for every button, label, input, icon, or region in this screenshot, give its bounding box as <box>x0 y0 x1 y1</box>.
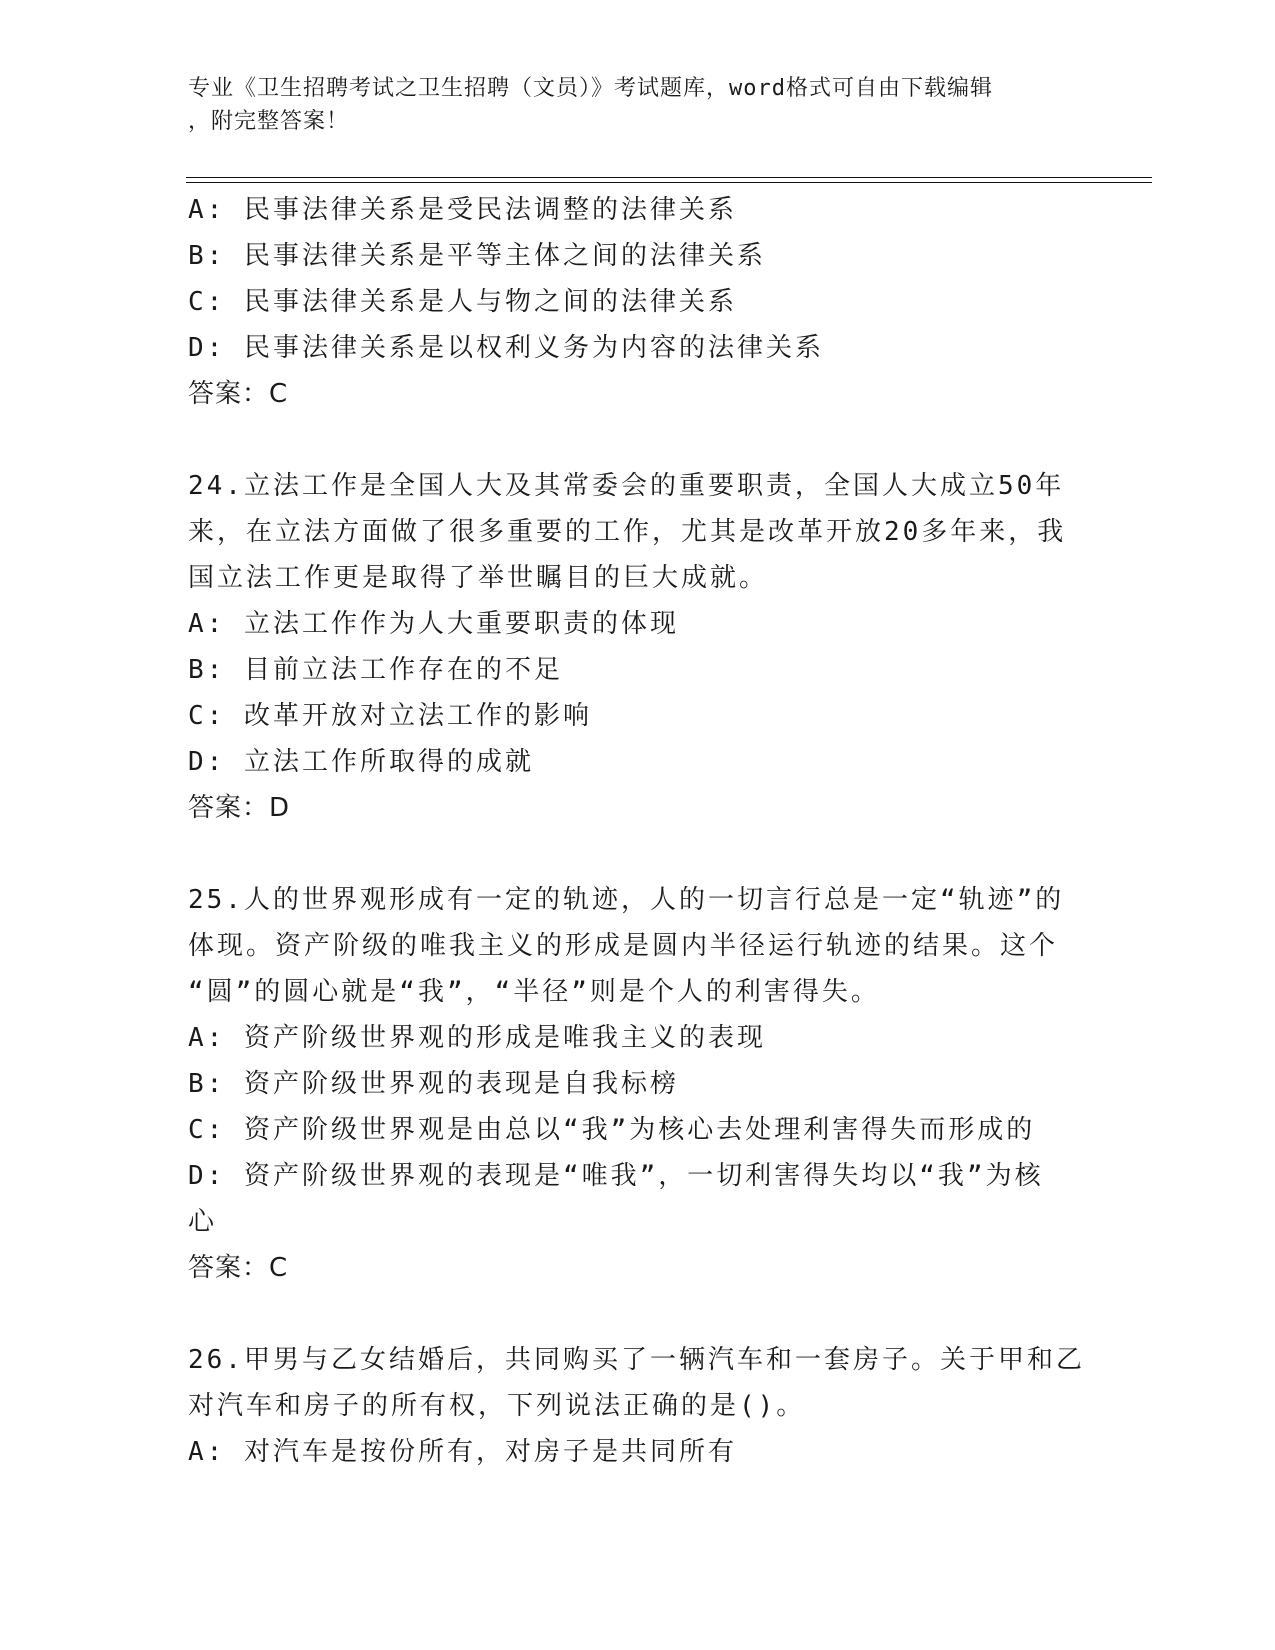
spacer <box>188 831 1088 877</box>
option-a: A: 立法工作作为人大重要职责的体现 <box>188 609 679 639</box>
option-c: C: 改革开放对立法工作的影响 <box>188 701 592 731</box>
question-stem-line: 国立法工作更是取得了举世瞩目的巨大成就。 <box>188 563 769 593</box>
option-d-continued: 心 <box>188 1207 218 1237</box>
question-stem-line: 24.立法工作是全国人大及其常委会的重要职责，全国人大成立50年 <box>188 471 1065 501</box>
question-stem-line: 来，在立法方面做了很多重要的工作，尤其是改革开放20多年来，我 <box>188 517 1067 547</box>
option-b: B: 资产阶级世界观的表现是自我标榜 <box>188 1069 679 1099</box>
question-25 <box>188 877 1088 1291</box>
option-a: A: 对汽车是按份所有，对房子是共同所有 <box>188 1437 737 1467</box>
question-stem-line: “圆”的圆心就是“我”，“半径”则是个人的利害得失。 <box>188 977 880 1007</box>
option-a: A: 资产阶级世界观的形成是唯我主义的表现 <box>188 1023 766 1053</box>
option-d: D: 资产阶级世界观的表现是“唯我”，一切利害得失均以“我”为核 <box>188 1161 1044 1191</box>
option-d: D: 立法工作所取得的成就 <box>188 747 534 777</box>
answer-line: 答案：D <box>188 793 291 823</box>
header-line-1: 专业《卫生招聘考试之卫生招聘（文员）》考试题库，word格式可自由下载编辑 <box>188 76 993 101</box>
answer-line: 答案：C <box>188 1253 289 1283</box>
question-stem-line: 25.人的世界观形成有一定的轨迹，人的一切言行总是一定“轨迹”的 <box>188 885 1065 915</box>
spacer <box>188 1291 1088 1337</box>
question-stem-line: 对汽车和房子的所有权，下列说法正确的是()。 <box>188 1391 806 1421</box>
question-stem-line: 体现。资产阶级的唯我主义的形成是圆内半径运行轨迹的结果。这个 <box>188 931 1059 961</box>
question-23 <box>188 187 1088 417</box>
document-header <box>188 72 1068 138</box>
header-line-2: ，附完整答案！ <box>188 109 350 134</box>
option-a: A: 民事法律关系是受民法调整的法律关系 <box>188 195 737 225</box>
spacer <box>188 417 1088 463</box>
question-list <box>188 187 1088 1475</box>
header-rule-bottom <box>186 182 1152 183</box>
option-d: D: 民事法律关系是以权利义务为内容的法律关系 <box>188 333 824 363</box>
option-c: C: 资产阶级世界观是由总以“我”为核心去处理利害得失而形成的 <box>188 1115 1036 1145</box>
option-b: B: 民事法律关系是平等主体之间的法律关系 <box>188 241 766 271</box>
answer-line: 答案：C <box>188 379 289 409</box>
question-24 <box>188 463 1088 831</box>
option-b: B: 目前立法工作存在的不足 <box>188 655 563 685</box>
option-c: C: 民事法律关系是人与物之间的法律关系 <box>188 287 737 317</box>
header-rule-top <box>186 177 1152 178</box>
question-stem-line: 26.甲男与乙女结婚后，共同购买了一辆汽车和一套房子。关于甲和乙 <box>188 1345 1085 1375</box>
question-26 <box>188 1337 1088 1475</box>
